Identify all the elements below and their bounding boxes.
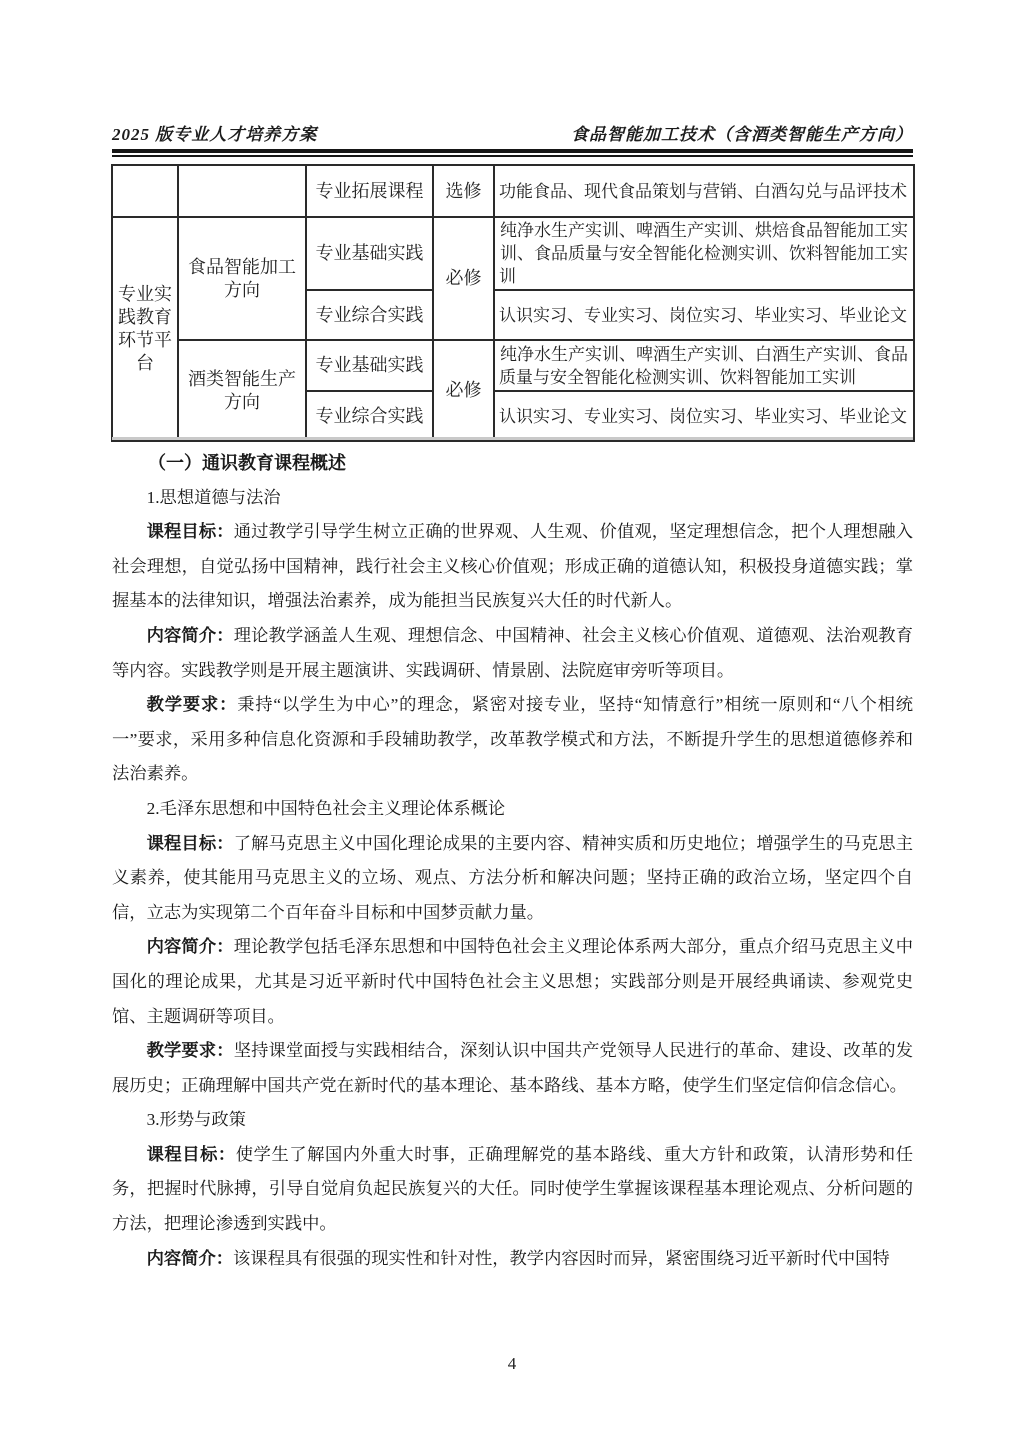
paragraph-label: 教学要求：: [146, 1041, 234, 1061]
paragraph-text: 通过教学引导学生树立正确的世界观、人生观、价值观，坚定理想信念，把个人理想融入社会理想，自觉弘扬中国精神，践行社会主义核心价值观；形成正确的道德认知，积极投身道德实践；掌握基本的法律知识，增强法治素养，成为能担当民族复兴大任的时代新人。: [112, 522, 913, 611]
paragraph-course3-intro: [112, 1242, 913, 1277]
cell-course-type: 专业综合实践: [306, 290, 433, 340]
paragraph-course2-intro: [112, 930, 913, 1034]
cell-course-type: 专业基础实践: [306, 217, 433, 290]
table-bottom-shadow: [112, 437, 913, 440]
paragraph-text: 理论教学涵盖人生观、理想信念、中国精神、社会主义核心价值观、道德观、法治观教育等内容。实践教学则是开展主题演讲、实践调研、情景剧、法院庭审旁听等项目。: [112, 625, 913, 680]
paragraph-text: 使学生了解国内外重大时事，正确理解党的基本路线、重大方针和政策，认清形势和任务，把握时代脉搏，引导自觉肩负起民族复兴的大任。同时使学生掌握该课程基本理论观点、分析问题的方法，把理论渗透到实践中。: [112, 1144, 913, 1234]
cell-course-type: 专业拓展课程: [306, 165, 433, 217]
cell-course-list: 认识实习、专业实习、岗位实习、毕业实习、毕业论文: [494, 391, 914, 441]
page-number: 4: [507, 1354, 517, 1373]
cell-empty-direction: [178, 165, 306, 217]
paragraph-course2-requirement: [112, 1034, 913, 1103]
paragraph-label: 内容简介：: [146, 937, 234, 957]
cell-requirement: 必修: [433, 340, 494, 441]
course-title-1: 1.思想道德与法治: [146, 487, 281, 507]
cell-empty-platform: [112, 165, 178, 217]
paragraph-text: 坚持课堂面授与实践相结合，深刻认识中国共产党领导人民进行的革命、建设、改革的发展历史；正确理解中国共产党在新时代的基本理论、基本路线、基本方略，使学生们坚定信仰信念信心。: [112, 1041, 913, 1095]
paragraph-text: 了解马克思主义中国化理论成果的主要内容、精神实质和历史地位；增强学生的马克思主义素养，使其能用马克思主义的立场、观点、方法分析和解决问题；坚持正确的政治立场，坚定四个自信，立志为实现第二个百年奋斗目标和中国梦贡献力量。: [112, 833, 913, 922]
cell-requirement: 选修: [433, 165, 494, 217]
paragraph-text: 该课程具有很强的现实性和针对性，教学内容因时而异，紧密围绕习近平新时代中国特: [233, 1248, 890, 1268]
header-rule-thin: [112, 155, 913, 157]
page-header: [112, 120, 913, 145]
page-footer: [0, 1354, 1024, 1374]
paragraph-label: 课程目标：: [146, 833, 234, 853]
header-rule: [112, 149, 913, 157]
table-row-extension: [112, 165, 914, 217]
cell-course-list: 纯净水生产实训、啤酒生产实训、白酒生产实训、食品质量与安全智能化检测实训、饮料智能加工实训: [494, 340, 914, 391]
cell-course-list: 纯净水生产实训、啤酒生产实训、烘焙食品智能加工实训、食品质量与安全智能化检测实训、饮料智能加工实训: [494, 217, 914, 290]
paragraph-label: 课程目标：: [146, 1144, 236, 1164]
paragraph-label: 内容简介：: [146, 625, 234, 645]
paragraph-course2-goal: [112, 827, 913, 931]
paragraph-course3-goal: [112, 1138, 913, 1242]
table-row-food-basic: [112, 217, 914, 290]
cell-course-list: 认识实习、专业实习、岗位实习、毕业实习、毕业论文: [494, 290, 914, 340]
paragraph-course1-requirement: [112, 688, 913, 792]
paragraph-text: 秉持“以学生为中心”的理念，紧密对接专业，坚持“知情意行”相统一原则和“八个相统一”要求，采用多种信息化资源和手段辅助教学，改革教学模式和方法，不断提升学生的思想道德修养和法治素养。: [112, 695, 913, 784]
cell-course-list: 功能食品、现代食品策划与营销、白酒勾兑与品评技术: [494, 165, 914, 217]
paragraph-course1-intro: [112, 619, 913, 688]
cell-course-type: 专业基础实践: [306, 340, 433, 391]
cell-direction-food: 食品智能加工方向: [178, 217, 306, 340]
header-left-title: 2025 版专业人才培养方案: [112, 125, 318, 144]
course-title-3: 3.形势与政策: [146, 1110, 246, 1130]
paragraph-course1-goal: [112, 515, 913, 619]
cell-platform-label: 专业实践教育环节平台: [112, 217, 178, 441]
section-heading: （一）通识教育课程概述: [148, 453, 346, 473]
header-right-title: 食品智能加工技术（含酒类智能生产方向）: [571, 125, 913, 144]
cell-course-type: 专业综合实践: [306, 391, 433, 441]
cell-direction-liquor: 酒类智能生产方向: [178, 340, 306, 441]
practice-table: [111, 164, 915, 442]
table-row-liquor-basic: [112, 340, 914, 391]
cell-requirement: 必修: [433, 217, 494, 340]
header-rule-thick: [112, 149, 913, 153]
course-title-2: 2.毛泽东思想和中国特色社会主义理论体系概论: [146, 798, 506, 818]
paragraph-label: 内容简介：: [146, 1248, 234, 1268]
document-body: [112, 446, 913, 1276]
paragraph-text: 理论教学包括毛泽东思想和中国特色社会主义理论体系两大部分，重点介绍马克思主义中国化的理论成果，尤其是习近平新时代中国特色社会主义思想；实践部分则是开展经典诵读、参观党史馆、主题调研等项目。: [112, 937, 913, 1026]
paragraph-label: 课程目标：: [146, 522, 234, 542]
paragraph-label: 教学要求：: [146, 695, 238, 715]
